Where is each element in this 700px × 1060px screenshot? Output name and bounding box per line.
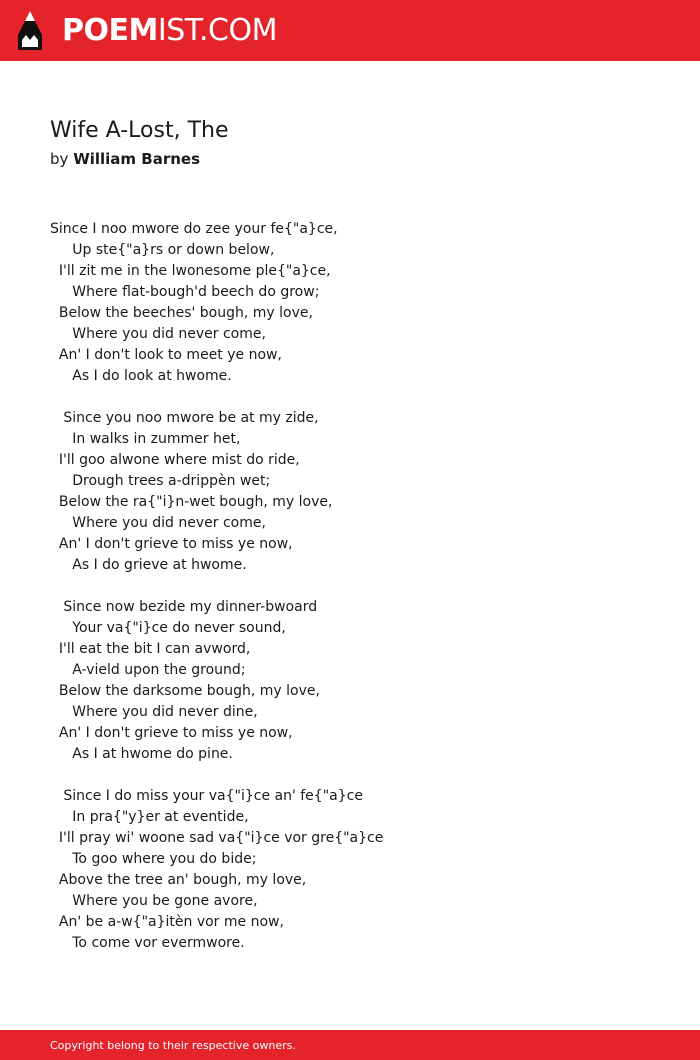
poem-line: Where you did never come,	[50, 515, 266, 531]
poem-line: Above the tree an' bough, my love,	[50, 872, 307, 888]
poem-line: Below the beeches' bough, my love,	[50, 305, 313, 321]
byline	[50, 148, 200, 170]
poem-line: Drough trees a-drippèn wet;	[50, 473, 271, 489]
poem-line: In pra{"y}er at eventide,	[50, 809, 249, 825]
poem-line: I'll eat the bit I can avword,	[50, 641, 251, 657]
poem-line: Where you be gone avore,	[50, 893, 258, 909]
poem-line: As I do grieve at hwome.	[50, 557, 247, 573]
pencil-icon[interactable]	[17, 9, 43, 52]
stanza-gap	[50, 765, 383, 786]
stanza-gap	[50, 387, 383, 408]
copyright-text: Copyright belong to their respective owners.	[50, 1039, 296, 1052]
poem-line: Below the ra{"i}n-wet bough, my love,	[50, 494, 333, 510]
poem-line: I'll goo alwone where mist do ride,	[50, 452, 300, 468]
poem-line: I'll pray wi' woone sad va{"i}ce vor gre{"a}ce	[50, 830, 384, 846]
logo-bold-text: POEM	[62, 13, 158, 48]
poem-line: An' I don't grieve to miss ye now,	[50, 536, 293, 552]
poem-line: As I do look at hwome.	[50, 368, 232, 384]
poem-line: Below the darksome bough, my love,	[50, 683, 320, 699]
poem-line: Since you noo mwore be at my zide,	[50, 410, 319, 426]
poem-line: Where you did never dine,	[50, 704, 258, 720]
stanza	[50, 786, 383, 954]
stanza	[50, 408, 383, 576]
byline-prefix: by	[50, 150, 69, 168]
stanza-gap	[50, 576, 383, 597]
poem-line: To come vor evermwore.	[50, 935, 245, 951]
poem-line: I'll zit me in the lwonesome ple{"a}ce,	[50, 263, 331, 279]
poem-title: Wife A-Lost, The	[50, 118, 229, 143]
poem-body	[50, 219, 383, 954]
poem-line: Since I noo mwore do zee your fe{"a}ce,	[50, 221, 338, 237]
poem-line: An' I don't grieve to miss ye now,	[50, 725, 293, 741]
site-logo[interactable]	[62, 11, 277, 51]
poem-line: Since I do miss your va{"i}ce an' fe{"a}ce	[50, 788, 363, 804]
poem-line: Since now bezide my dinner-bwoard	[50, 599, 318, 615]
stanza	[50, 219, 383, 387]
site-footer	[0, 1030, 700, 1060]
poem-line: In walks in zummer het,	[50, 431, 241, 447]
poem-line: An' be a-w{"a}itèn vor me now,	[50, 914, 284, 930]
author-name: William Barnes	[73, 150, 201, 168]
poem-line: Where you did never come,	[50, 326, 266, 342]
logo-light-text: IST.COM	[157, 13, 277, 48]
poem-line: Where flat-bough'd beech do grow;	[50, 284, 320, 300]
poem-line: Your va{"i}ce do never sound,	[50, 620, 286, 636]
stanza	[50, 597, 383, 765]
poem-line: Up ste{"a}rs or down below,	[50, 242, 275, 258]
site-header	[0, 0, 700, 61]
poem-line: A-vield upon the ground;	[50, 662, 246, 678]
poem-line: As I at hwome do pine.	[50, 746, 233, 762]
poem-line: An' I don't look to meet ye now,	[50, 347, 282, 363]
poem-line: To goo where you do bide;	[50, 851, 257, 867]
